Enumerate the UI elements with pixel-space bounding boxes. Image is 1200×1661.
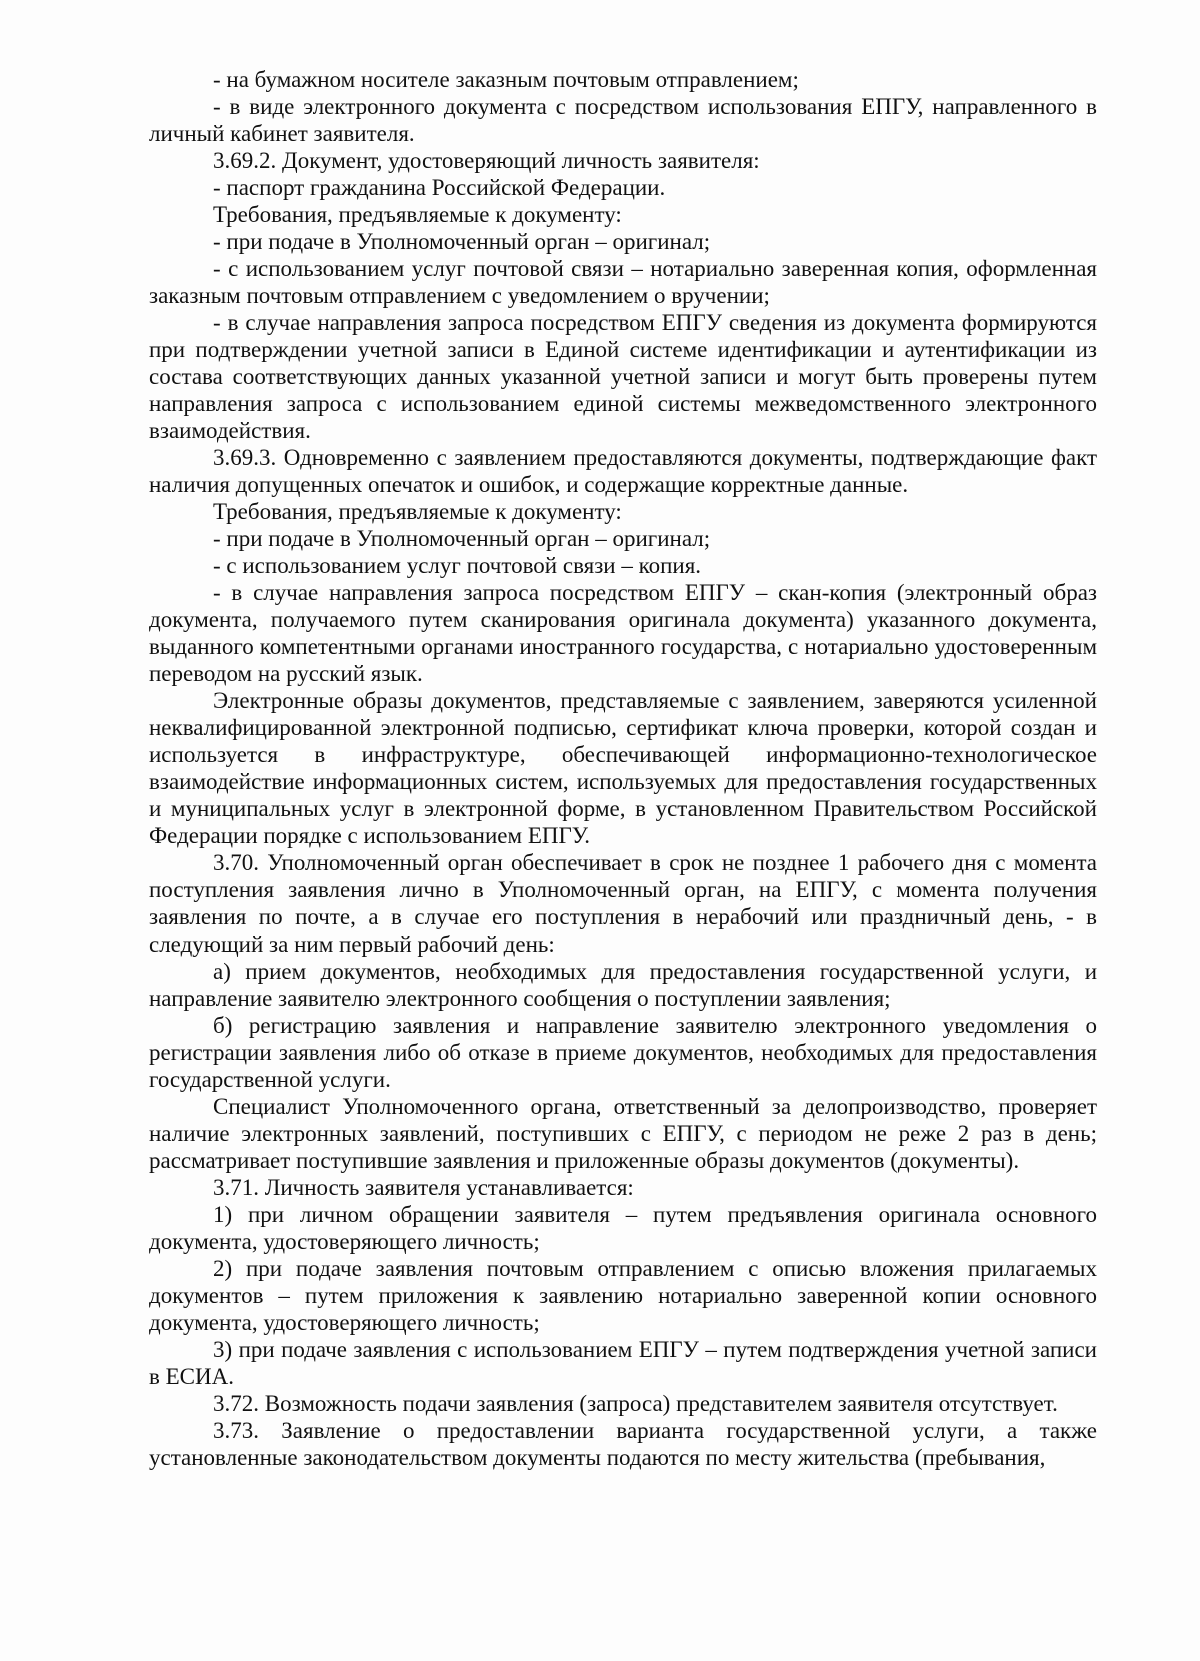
paragraph-postal-notarized: - с использованием услуг почтовой связи – нотариально заверенная копия, оформленная заказным почтовым отправлением с уведомлением о вручении;	[149, 256, 1097, 309]
paragraph-postal-copy: - с использованием услуг почтовой связи – копия.	[213, 553, 702, 579]
paragraph-3-70-a: а) прием документов, необходимых для предоставления государственной услуги, и направление заявителю электронного сообщения о поступлении заявления;	[149, 958, 1097, 1011]
paragraph-3-69-3: 3.69.3. Одновременно с заявлением предоставляются документы, подтверждающие факт наличия допущенных опечаток и ошибок, и содержащие корректные данные.	[149, 445, 1097, 498]
paragraph-delivery-electronic: - в виде электронного документа с посредством использования ЕПГУ, направленного в личный кабинет заявителя.	[149, 94, 1097, 147]
document-body	[149, 66, 1097, 1471]
paragraph-delivery-paper: - на бумажном носителе заказным почтовым отправлением;	[213, 67, 799, 92]
paragraph-3-72: 3.72. Возможность подачи заявления (запроса) представителем заявителя отсутствует.	[213, 1390, 1058, 1416]
paragraph-3-71: 3.71. Личность заявителя устанавливается:	[213, 1174, 634, 1200]
paragraph-requirements-2: Требования, предъявляемые к документу:	[213, 499, 622, 525]
paragraph-original-1: - при подаче в Уполномоченный орган – оригинал;	[213, 229, 711, 255]
paragraph-epgu-identification: - в случае направления запроса посредством ЕПГУ сведения из документа формируются при подтверждении учетной записи в Единой системе идентификации и аутентификации из состава соответствующих данных указанной учетной записи и могут быть проверены путем направления запроса с использованием единой системы межведомственного электронного взаимодействия.	[149, 310, 1097, 444]
paragraph-specialist-check: Специалист Уполномоченного органа, ответственный за делопроизводство, проверяет наличие электронных заявлений, поступивших с ЕПГУ, с периодом не реже 2 раз в день; рассматривает поступившие заявления и приложенные образы документов (документы).	[149, 1093, 1097, 1173]
paragraph-requirements-1: Требования, предъявляемые к документу:	[213, 202, 622, 228]
paragraph-original-2: - при подаче в Уполномоченный орган – оригинал;	[213, 526, 711, 552]
paragraph-3-69-2-heading: 3.69.2. Документ, удостоверяющий личность заявителя:	[213, 148, 760, 174]
paragraph-electronic-signature: Электронные образы документов, представляемые с заявлением, заверяются усиленной неквалифицированной электронной подписью, сертификат ключа проверки, которой создан и используется в инфраструктуре, обеспечивающей информационно-технологическое взаимодействие информационных систем, используемых для предоставления государственных и муниципальных услуг в электронной форме, в установленном Правительством Российской Федерации порядке с использованием ЕПГУ.	[149, 688, 1097, 849]
paragraph-epgu-scan: - в случае направления запроса посредством ЕПГУ – скан-копия (электронный образ документа, получаемого путем сканирования оригинала документа) указанного документа, выданного компетентными органами иностранного государства, с нотариально удостоверенным переводом на русский язык.	[149, 580, 1097, 687]
paragraph-3-70: 3.70. Уполномоченный орган обеспечивает в срок не позднее 1 рабочего дня с момента поступления заявления лично в Уполномоченный орган, на ЕПГУ, с момента получения заявления по почте, а в случае его поступления в нерабочий или праздничный день, - в следующий за ним первый рабочий день:	[149, 850, 1097, 957]
paragraph-3-71-2: 2) при подаче заявления почтовым отправлением с описью вложения прилагаемых документов – путем приложения к заявлению нотариально заверенной копии основного документа, удостоверяющего личность;	[149, 1255, 1097, 1335]
paragraph-3-71-1: 1) при личном обращении заявителя – путем предъявления оригинала основного документа, удостоверяющего личность;	[149, 1201, 1097, 1254]
paragraph-3-71-3: 3) при подаче заявления с использованием ЕПГУ – путем подтверждения учетной записи в ЕСИА.	[149, 1336, 1097, 1389]
paragraph-3-70-b: б) регистрацию заявления и направление заявителю электронного уведомления о регистрации заявления либо об отказе в приеме документов, необходимых для предоставления государственной услуги.	[149, 1012, 1097, 1092]
paragraph-passport: - паспорт гражданина Российской Федерации.	[213, 175, 666, 201]
paragraph-3-73: 3.73. Заявление о предоставлении варианта государственной услуги, а также установленные законодательством документы подаются по месту жительства (пребывания,	[149, 1417, 1097, 1470]
